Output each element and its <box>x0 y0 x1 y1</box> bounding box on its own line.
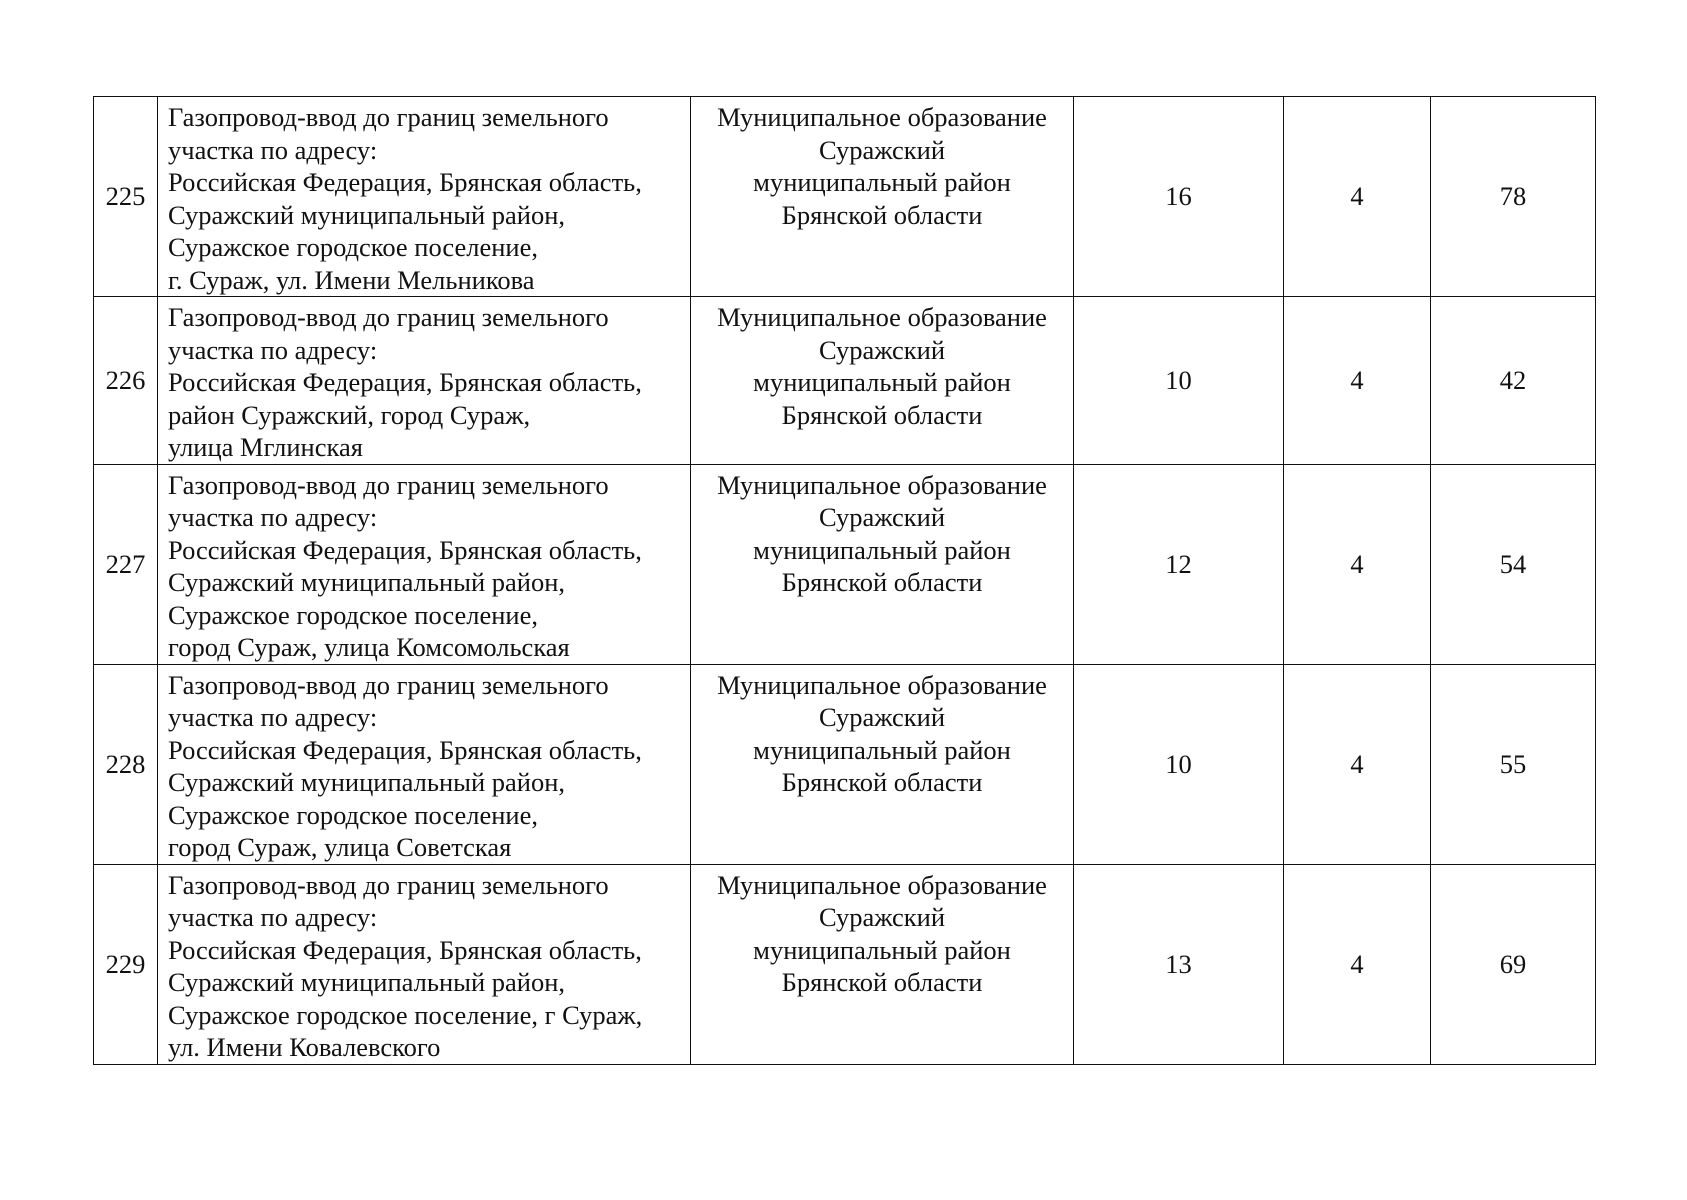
owner-line: Муниципальное образование <box>717 102 1047 132</box>
description-line: Российская Федерация, Брянская область, <box>168 534 642 565</box>
value-2-cell: 4 <box>1284 864 1431 1064</box>
owner-line: муниципальный район <box>753 934 1011 965</box>
value-2-cell: 4 <box>1284 297 1431 465</box>
table-row <box>94 464 1596 664</box>
value-2-cell: 4 <box>1284 97 1431 297</box>
owner-line: муниципальный район <box>753 367 1011 397</box>
description-line: Газопровод-ввод до границ земельного <box>168 469 609 500</box>
value-1-cell: 16 <box>1074 97 1284 297</box>
owner-line: муниципальный район <box>753 167 1011 197</box>
owner-line: Брянской области <box>781 199 983 230</box>
description-line: Российская Федерация, Брянская область, <box>168 734 642 765</box>
owner-line: Суражский <box>818 502 946 532</box>
owner-cell <box>691 664 1074 864</box>
description-line: улица Мглинская <box>168 432 363 462</box>
value-2-cell: 4 <box>1284 664 1431 864</box>
description-line: город Сураж, улица Комсомольская <box>168 632 570 662</box>
object-description <box>158 297 691 465</box>
description-line: Суражский муниципальный район, <box>168 767 566 797</box>
owner-line: Брянской области <box>781 567 983 597</box>
value-3-cell: 54 <box>1431 464 1596 664</box>
description-line: Газопровод-ввод до границ земельного <box>168 102 609 132</box>
description-line: Суражское городское поселение, <box>168 232 538 262</box>
description-line: участка по адресу: <box>168 702 378 732</box>
description-line: Суражский муниципальный район, <box>168 199 566 230</box>
object-description <box>158 464 691 664</box>
description-line: Газопровод-ввод до границ земельного <box>168 669 609 700</box>
table-row <box>94 864 1596 1064</box>
description-line: Суражский муниципальный район, <box>168 967 566 997</box>
value-1-cell: 12 <box>1074 464 1284 664</box>
description-line: Суражский муниципальный район, <box>168 567 566 597</box>
owner-line: муниципальный район <box>753 734 1011 765</box>
description-line: Российская Федерация, Брянская область, <box>168 934 642 965</box>
owner-line: Брянской области <box>781 767 983 797</box>
value-3-cell: 55 <box>1431 664 1596 864</box>
description-line: Суражское городское поселение, г Сураж, <box>168 999 643 1030</box>
owner-line: Суражский <box>818 702 946 732</box>
owner-line: Муниципальное образование <box>717 669 1047 700</box>
gas-pipeline-table <box>93 96 1596 1065</box>
table-row <box>94 664 1596 864</box>
row-number: 227 <box>94 464 158 664</box>
object-description <box>158 864 691 1064</box>
description-line: участка по адресу: <box>168 134 378 165</box>
owner-cell <box>691 464 1074 664</box>
value-1-cell: 10 <box>1074 297 1284 465</box>
owner-line: Муниципальное образование <box>717 469 1047 500</box>
owner-cell <box>691 297 1074 465</box>
owner-cell <box>691 97 1074 297</box>
description-line: ул. Имени Ковалевского <box>168 1032 441 1062</box>
description-line: участка по адресу: <box>168 502 378 532</box>
row-number: 226 <box>94 297 158 465</box>
description-line: Суражское городское поселение, <box>168 799 538 830</box>
value-3-cell: 42 <box>1431 297 1596 465</box>
owner-line: Муниципальное образование <box>717 302 1047 332</box>
owner-line: Суражский <box>818 334 946 365</box>
value-3-cell: 78 <box>1431 97 1596 297</box>
row-number: 225 <box>94 97 158 297</box>
description-line: участка по адресу: <box>168 902 378 932</box>
table-row <box>94 297 1596 465</box>
description-line: район Суражский, город Сураж, <box>168 399 531 430</box>
description-line: город Сураж, улица Советская <box>168 832 512 862</box>
description-line: Суражское городское поселение, <box>168 599 538 630</box>
owner-line: муниципальный район <box>753 534 1011 565</box>
owner-cell <box>691 864 1074 1064</box>
description-line: Газопровод-ввод до границ земельного <box>168 869 609 900</box>
owner-line: Брянской области <box>781 399 983 430</box>
description-line: Российская Федерация, Брянская область, <box>168 367 642 397</box>
owner-line: Суражский <box>818 134 946 165</box>
value-1-cell: 13 <box>1074 864 1284 1064</box>
object-description <box>158 664 691 864</box>
description-line: Российская Федерация, Брянская область, <box>168 167 642 197</box>
value-3-cell: 69 <box>1431 864 1596 1064</box>
row-number: 229 <box>94 864 158 1064</box>
owner-line: Брянской области <box>781 967 983 997</box>
description-line: г. Сураж, ул. Имени Мельникова <box>168 264 535 295</box>
row-number: 228 <box>94 664 158 864</box>
owner-line: Муниципальное образование <box>717 869 1047 900</box>
value-2-cell: 4 <box>1284 464 1431 664</box>
value-1-cell: 10 <box>1074 664 1284 864</box>
description-line: Газопровод-ввод до границ земельного <box>168 302 609 332</box>
owner-line: Суражский <box>818 902 946 932</box>
table-row <box>94 97 1596 297</box>
description-line: участка по адресу: <box>168 334 378 365</box>
object-description <box>158 97 691 297</box>
